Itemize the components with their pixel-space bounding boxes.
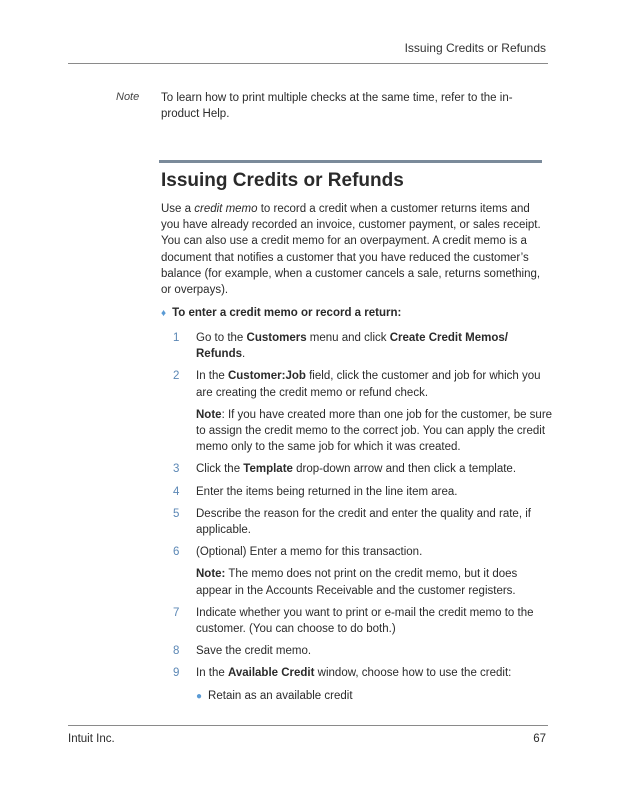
step-note <box>196 407 553 456</box>
step-number: 5 <box>173 507 180 520</box>
intro-prefix: Use a <box>161 203 195 215</box>
footer-rule <box>68 725 548 726</box>
step-text <box>196 368 553 400</box>
step-text-part: window, choose how to use the credit: <box>314 667 512 680</box>
step-ui-term: Create Credit Memos/ Refunds <box>196 332 508 361</box>
section-title: Issuing Credits or Refunds <box>161 170 404 191</box>
step-number: 6 <box>173 546 180 559</box>
steps-list <box>173 330 553 711</box>
bullet-text: Retain as an available credit <box>208 689 353 702</box>
step-text-part: . <box>242 348 246 361</box>
note-label: Note <box>116 91 140 103</box>
step-4 <box>173 484 553 500</box>
step-text <box>196 330 553 362</box>
step-note-label: Note: <box>196 568 226 581</box>
step-note-text: : If you have created more than one job for the customer, be sure to assign the credit memo to the correct job. You can apply the credit memo only to the same job for which it was created. <box>196 408 553 454</box>
section-rule <box>159 160 542 163</box>
step-text-part: menu and click <box>306 332 390 344</box>
step-1 <box>173 330 553 362</box>
step-9 <box>173 665 553 704</box>
step-ui-term: Customers <box>246 332 307 344</box>
step-ui-term: Template <box>243 463 293 476</box>
step-text-part: Click the <box>196 463 244 476</box>
step-3 <box>173 461 553 477</box>
step-ui-term: Available Credit <box>227 667 315 680</box>
step-text: (Optional) Enter a memo for this transaction. <box>196 546 423 559</box>
step-8 <box>173 643 553 659</box>
step-5 <box>173 506 553 538</box>
diamond-bullet-icon: ♦ <box>161 308 167 319</box>
section-intro <box>161 201 551 298</box>
step-text-part: drop-down arrow and then click a template. <box>292 463 517 476</box>
step-text-part: Go to the <box>196 332 247 344</box>
running-header: Issuing Credits or Refunds <box>404 41 546 55</box>
intro-rest: to record a credit when a customer returns items and you have already recorded an invoice, customer payment, or sales receipt. You can also use a credit memo for an overpayment. A credit memo is a document that notifies a customer that you have reduced the customer’s balance (for example, when a customer cancels a sale, returns something, or overpays). <box>161 203 541 297</box>
step-text-part: In the <box>196 370 228 383</box>
step-note <box>196 566 553 598</box>
step-number: 3 <box>173 463 180 476</box>
step-number: 4 <box>173 485 180 498</box>
page-number: 67 <box>533 733 546 745</box>
step-note-text: The memo does not print on the credit memo, but it does appear in the Accounts Receivable and the customer registers. <box>196 568 518 597</box>
step-7 <box>173 605 553 637</box>
step-text-part: In the <box>196 667 228 680</box>
step-text-part: field, click the customer and job for which you are creating the credit memo or refund check. <box>196 370 541 399</box>
step-note-label: Note <box>196 408 222 421</box>
step-text: Enter the items being returned in the line item area. <box>196 485 458 498</box>
step-number: 9 <box>173 667 180 680</box>
header-rule <box>68 63 548 64</box>
step-text: Describe the reason for the credit and enter the quality and rate, if applicable. <box>196 507 531 537</box>
step-number: 7 <box>173 606 180 619</box>
step-text <box>196 461 553 477</box>
bullet-dot-icon: ● <box>196 690 203 702</box>
intro-term: credit memo <box>194 203 258 215</box>
step-number: 8 <box>173 645 180 658</box>
procedure-title <box>161 307 401 319</box>
step-text: Indicate whether you want to print or e-mail the credit memo to the customer. (You can choose to do both.) <box>196 606 534 636</box>
step-number: 1 <box>173 332 180 344</box>
step-number: 2 <box>173 370 180 383</box>
footer-company: Intuit Inc. <box>68 733 115 745</box>
step-ui-term: Customer:Job <box>227 370 306 383</box>
step-text <box>196 665 553 681</box>
step-6 <box>173 544 553 599</box>
procedure-title-text: To enter a credit memo or record a return: <box>172 307 402 319</box>
step-2 <box>173 368 553 455</box>
bullet-item <box>196 688 553 705</box>
step-text: Save the credit memo. <box>196 645 312 658</box>
note-text: To learn how to print multiple checks at the same time, refer to the in-product Help. <box>161 92 513 120</box>
